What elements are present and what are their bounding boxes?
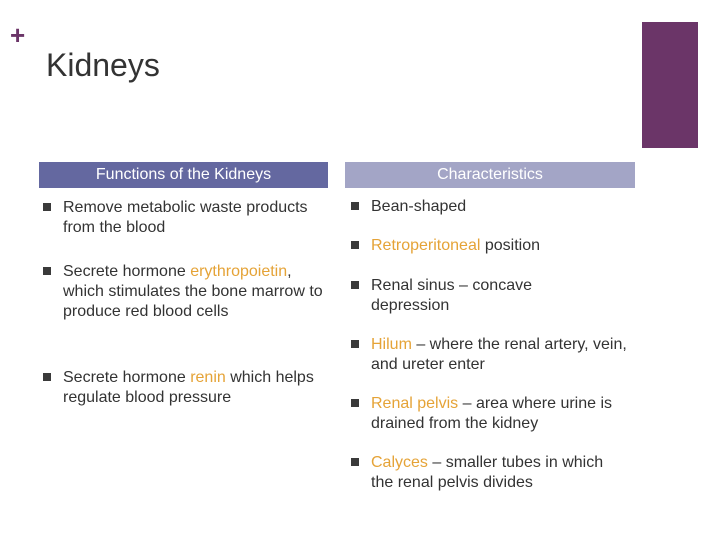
list-item xyxy=(371,236,641,256)
bullet-icon xyxy=(351,202,359,210)
bullet-icon xyxy=(351,340,359,348)
list-item-text: , which stimulates the bone marrow to produce red blood cells xyxy=(63,263,323,320)
list-item xyxy=(371,453,621,493)
list-item xyxy=(371,394,636,434)
list-item xyxy=(63,262,328,322)
highlighted-term: erythropoietin xyxy=(190,263,288,280)
bullet-icon xyxy=(43,203,51,211)
list-item xyxy=(63,368,323,408)
list-item xyxy=(63,198,323,238)
bullet-icon xyxy=(43,267,51,275)
characteristics-header: Characteristics xyxy=(345,162,635,188)
list-item xyxy=(371,276,591,316)
list-item-text: Secrete hormone xyxy=(63,369,191,386)
list-item xyxy=(371,335,641,375)
bullet-icon xyxy=(43,373,51,381)
list-item-text: – where the renal artery, vein, and ureter enter xyxy=(371,336,627,373)
list-item-text: Remove metabolic waste products from the blood xyxy=(63,199,308,236)
highlighted-term: renin xyxy=(190,369,226,386)
bullet-icon xyxy=(351,241,359,249)
list-item-text: Bean-shaped xyxy=(371,198,467,215)
highlighted-term: Hilum xyxy=(371,336,412,353)
accent-bar xyxy=(642,22,698,148)
list-item xyxy=(371,197,641,217)
list-item-text: position xyxy=(480,237,540,254)
bullet-icon xyxy=(351,281,359,289)
list-item-text: Renal sinus – concave depression xyxy=(371,277,532,314)
list-item-text: – smaller tubes in which the renal pelvis divides xyxy=(371,454,604,491)
list-item-text: Secrete hormone xyxy=(63,263,191,280)
bullet-icon xyxy=(351,458,359,466)
highlighted-term: Retroperitoneal xyxy=(371,237,481,254)
list-item-text: – area where urine is drained from the kidney xyxy=(371,395,613,432)
bullet-icon xyxy=(351,399,359,407)
plus-icon: + xyxy=(10,20,26,50)
highlighted-term: Renal pelvis xyxy=(371,395,459,412)
slide-title: Kidneys xyxy=(46,47,160,83)
list-item-text: which helps regulate blood pressure xyxy=(63,369,314,406)
highlighted-term: Calyces xyxy=(371,454,428,471)
functions-header: Functions of the Kidneys xyxy=(39,162,328,188)
